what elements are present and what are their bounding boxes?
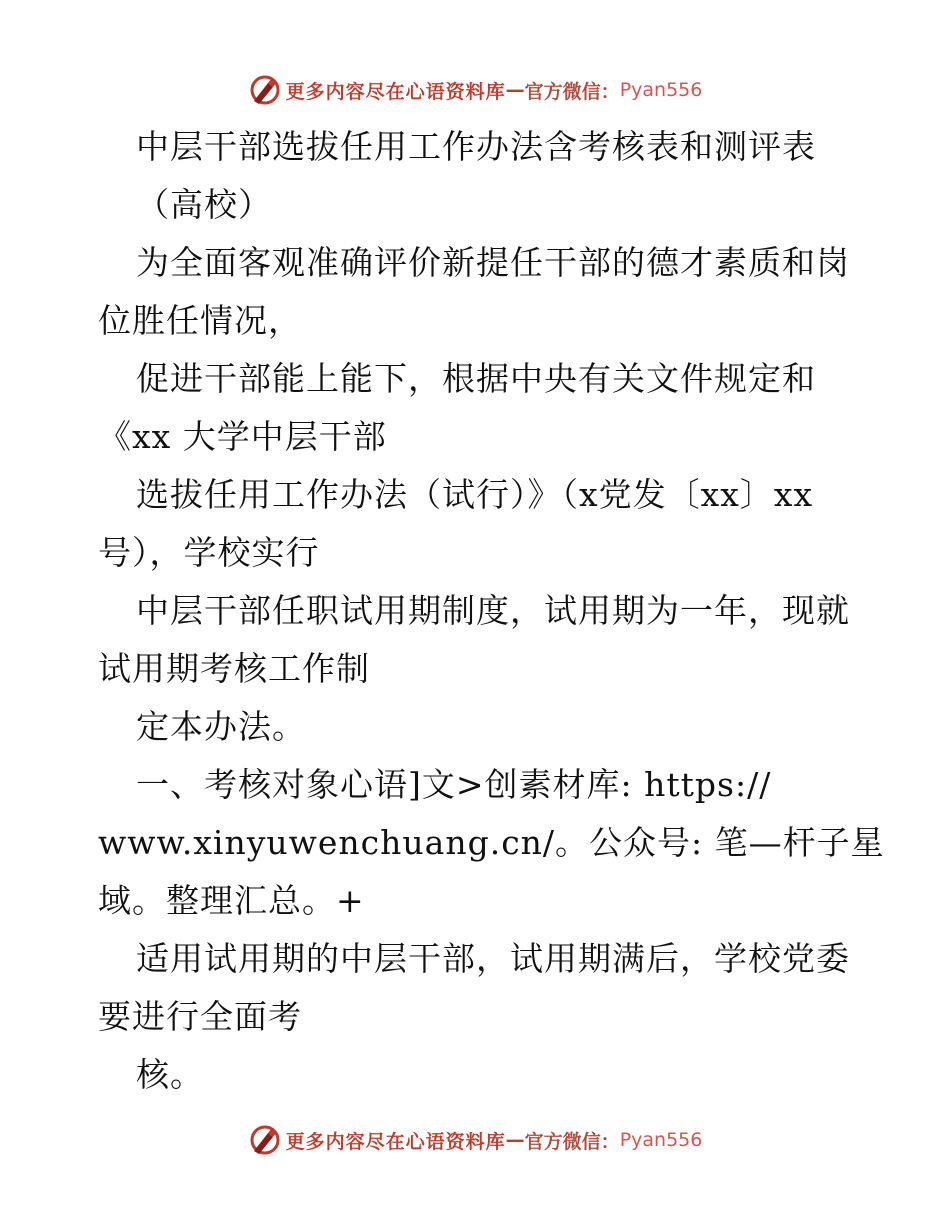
paragraph-line: 定本办法。 (136, 707, 306, 746)
pen-logo-icon (248, 1123, 282, 1157)
paragraph-line: 适用试用期的中层干部，试用期满后，学校党委 (136, 939, 850, 978)
section-heading: 一、考核对象心语]文>创素材库: https:// (136, 765, 772, 804)
paragraph-line: 选拔任用工作办法（试行）》（x党发〔xx〕xx (136, 475, 814, 514)
watermark-separator: — (505, 79, 525, 101)
paragraph-line: 号），学校实行 (98, 533, 320, 572)
document-body (98, 118, 885, 1104)
watermark-wechat-id: Pyan556 (619, 79, 703, 101)
paragraph-line: 为全面客观准确评价新提任干部的德才素质和岗 (136, 243, 850, 282)
watermark-label: 官方微信： (524, 80, 620, 103)
paragraph-line: 《xx 大学中层干部 (98, 417, 387, 456)
document-title: 中层干部选拔任用工作办法含考核表和测评表 (136, 127, 816, 166)
paragraph-line: 试用期考核工作制 (98, 649, 370, 688)
watermark-separator: — (505, 1129, 525, 1151)
document-subtitle: （高校） (136, 185, 272, 224)
paragraph-line: 位胜任情况， (98, 301, 302, 340)
watermark-text: 更多内容尽在心语资料库 (285, 1130, 506, 1153)
pen-logo-icon (248, 73, 282, 107)
header-watermark (0, 70, 950, 110)
paragraph-line: 促进干部能上能下，根据中央有关文件规定和 (136, 359, 816, 398)
paragraph-line: 中层干部任职试用期制度，试用期为一年，现就 (136, 591, 850, 630)
footer-watermark (0, 1120, 950, 1160)
paragraph-line: 核。 (136, 1055, 204, 1094)
watermark-wechat-id: Pyan556 (619, 1129, 703, 1151)
paragraph-line: www.xinyuwenchuang.cn/。公众号: 笔—杆子星 (98, 823, 885, 862)
watermark-label: 官方微信： (524, 1130, 620, 1153)
paragraph-line: 要进行全面考 (98, 997, 302, 1036)
watermark-text: 更多内容尽在心语资料库 (285, 80, 506, 103)
paragraph-line: 域。整理汇总。+ (98, 881, 365, 920)
